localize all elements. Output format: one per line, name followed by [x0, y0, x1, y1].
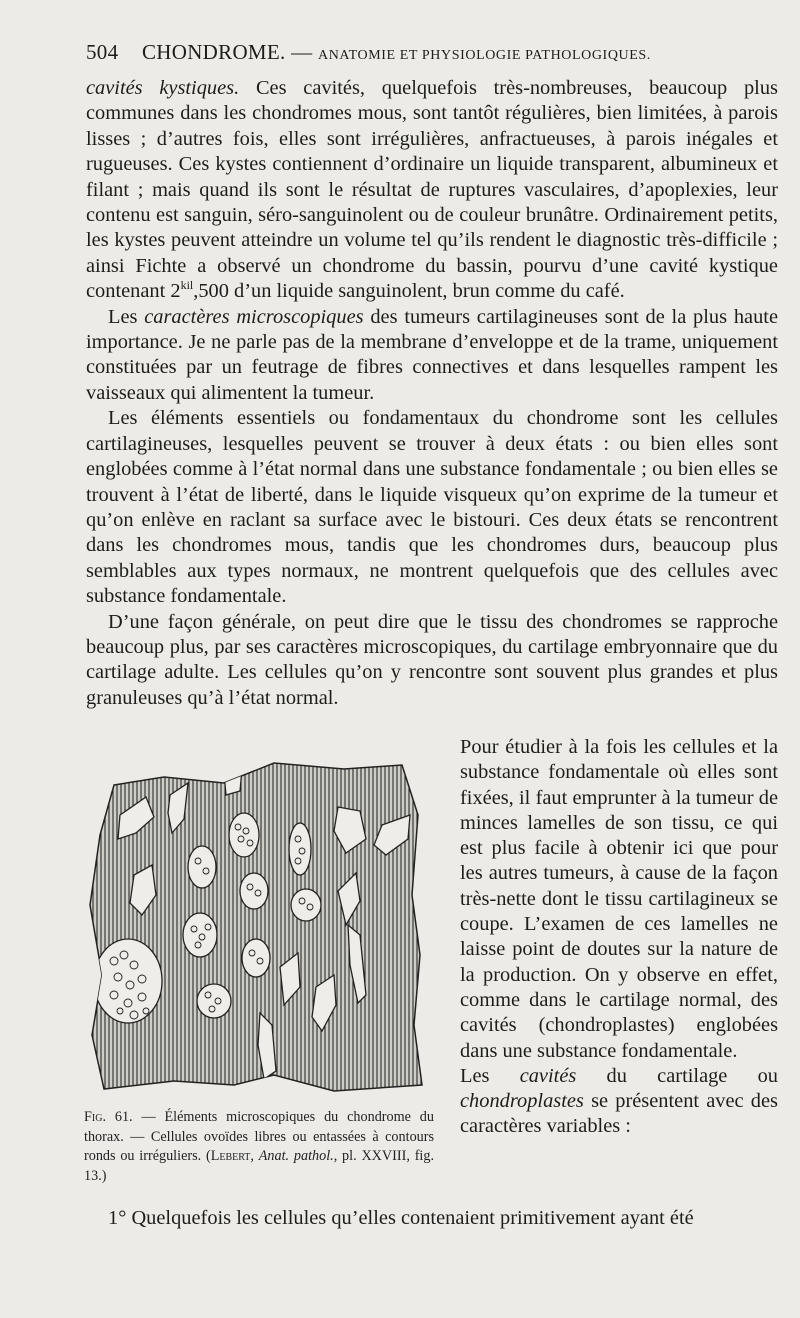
paragraph-text: Les [108, 305, 145, 328]
caption-author: Lebert [210, 1148, 251, 1164]
page-number: 504 [86, 40, 119, 64]
paragraph-text: Ces cavités, quelquefois très-nombreuses, beaucoup plus communes dans les chondromes mous, sont tantôt régulières, bien limitées, à parois lisses ; d’autres fois, elles sont irrégulières, anfractueuses, à parois inégales et rugueuses. Ces kystes contiennent d’ordinaire un liquide transparent, albumineux et filant ; mais quand ils sont le résultat de ruptures vasculaires, d’apoplexies, leur contenu est sanguin, séro-sanguinolent ou de couleur brunâtre. Ordinairement petits, les kystes peuvent atteindre un volume tel qu’ils rendent le diagnostic très-difficile ; ainsi Fichte a observé un chondrome du bassin, pourvu d’une cavité kystique contenant 2 [86, 77, 778, 303]
section-subtitle: ANATOMIE ET PHYSIOLOGIE PATHOLOGIQUES. [318, 48, 651, 63]
caption-text: , [250, 1148, 259, 1164]
paragraph-cysts [86, 76, 778, 305]
paragraph-study: Pour étudier à la fois les cellules et la substance fondamentale où elles sont fixées, il faut emprunter à la tumeur de minces lamelles de son tissu, ce qui est plus facile à obtenir ici que pour les autres tumeurs, à cause de la façon très-nette dont le tissu cartilagineux se coupe. L’examen de ces lamelles ne laisse point de doutes sur la nature de la production. On y observe en effet, comme dans le cartilage normal, des cavités (chondroplastes) englobées dans une substance fondamentale. [460, 736, 778, 1062]
right-column-text [460, 735, 778, 1140]
paragraph-text: ,500 d’un liquide sanguinolent, brun comme du café. [193, 280, 625, 303]
italic-term: cavités [519, 1064, 577, 1087]
paragraph-cavities [460, 1064, 778, 1140]
paragraph-text: se présentent avec des caractères variables : [460, 1090, 778, 1138]
paragraph-text: des tumeurs cartilagineuses sont de la plus haute importance. Je ne parle pas de la membrane d’enveloppe et de la trame, uniquement constituées par un feutrage de fibres connectives et dans lesquelles rampent les vaisseaux qui alimentent la tumeur. [86, 305, 778, 404]
paragraph-text: du cartilage ou [576, 1064, 778, 1087]
main-text-top [86, 76, 778, 711]
superscript-kil: kil [180, 278, 194, 293]
main-text-bottom [86, 1206, 778, 1231]
cell [94, 939, 162, 1023]
cell [242, 939, 270, 977]
paragraph-text: Les [460, 1064, 520, 1087]
running-header [86, 40, 776, 65]
figure-61-illustration [84, 755, 426, 1095]
irregular-cell [224, 769, 242, 795]
caption-source: Anat. pathol. [258, 1148, 334, 1164]
lead-italic: cavités kystiques. [86, 77, 240, 99]
cell [188, 846, 216, 888]
cell [229, 813, 259, 857]
cell [197, 984, 231, 1018]
italic-term: chondroplastes [460, 1090, 584, 1113]
paragraph-microscopic [86, 305, 778, 407]
chapter-title: CHONDROME. [141, 40, 286, 64]
cell [240, 873, 268, 909]
cell [291, 889, 321, 921]
paragraph-last-line: 1° Quelquefois les cellules qu’elles contenaient primitivement ayant été [108, 1207, 694, 1229]
paragraph-elements: Les éléments essentiels ou fondamentaux du chondrome sont les cellules cartilagineuses, lesquelles peuvent se trouver à deux états : ou bien elles sont englobées comme à l’état normal dans une substance fondamentale ; ou bien elles se trouvent à l’état de liberté, dans le liquide visqueux qu’on exprime de la tumeur et qu’on enlève en raclant sa surface avec le bistouri. Ces deux états se rencontrent dans les chondromes mous, tandis que les chondromes durs, beaucoup plus semblables aux types normaux, ne montrent quelquefois que des cellules avec substance fondamentale. [86, 407, 778, 608]
caption-text: — Éléments microscopiques du chondrome du thorax. — Cellules ovoïdes libres ou entassées à contours ronds ou irréguliers. ( [84, 1109, 434, 1164]
figure-caption [84, 1108, 434, 1186]
paragraph-general: D’une façon générale, on peut dire que le tissu des chondromes se rapproche beaucoup plus, par ses caractères microscopiques, du cartilage embryonnaire que du cartilage adulte. Les cellules qu’on y rencontre sont souvent plus grandes et plus granuleuses qu’à l’état normal. [86, 610, 778, 709]
figure-label: Fig. 61. [84, 1109, 133, 1125]
caption-text: , pl. XXVIII, fig. 13.) [84, 1148, 434, 1184]
italic-term: caractères microscopiques [144, 305, 364, 328]
header-dash: — [291, 40, 313, 64]
